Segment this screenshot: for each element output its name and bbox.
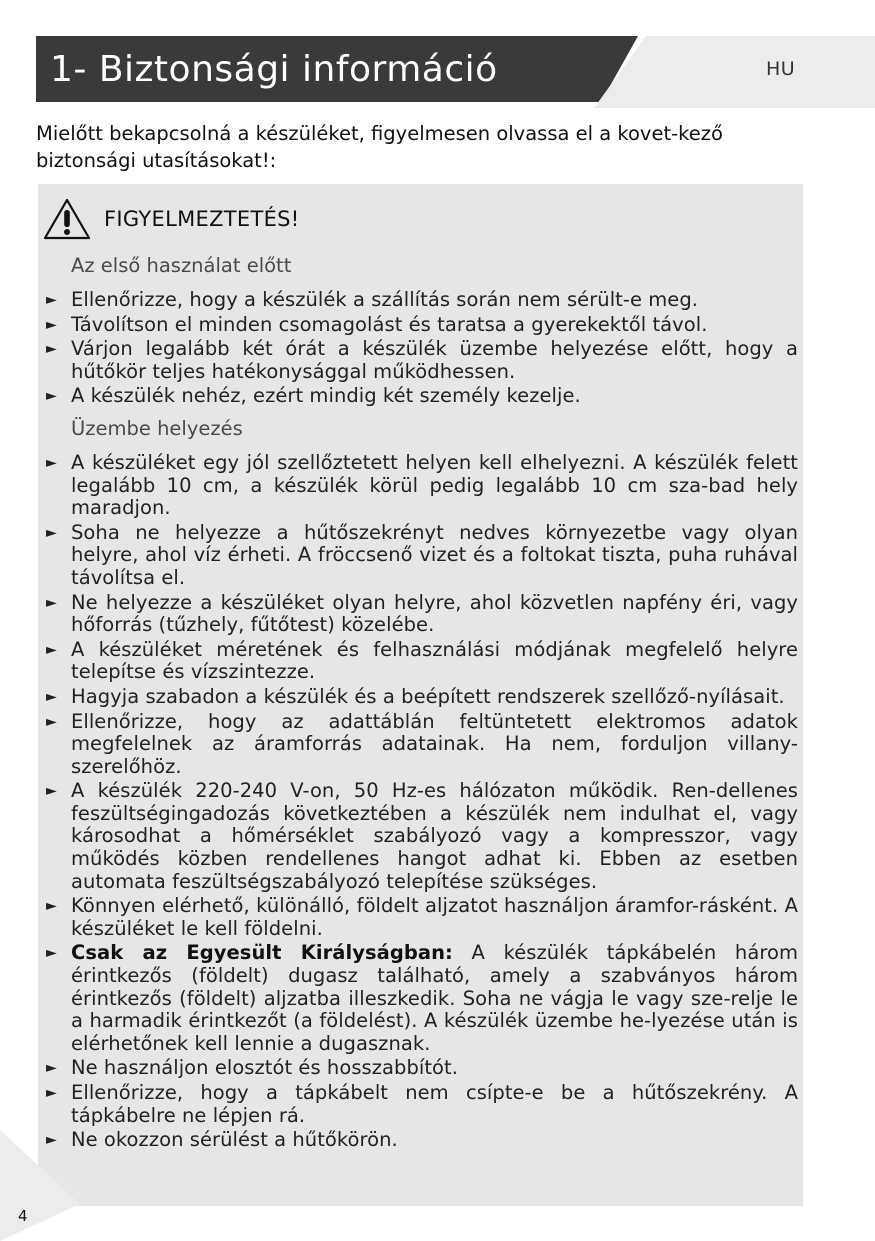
bullet-arrow-icon: ► xyxy=(46,594,57,611)
bullet-arrow-icon: ► xyxy=(46,1132,57,1149)
header-decoration xyxy=(594,36,875,108)
bullet-arrow-icon: ► xyxy=(46,454,57,471)
bullet-list xyxy=(44,452,798,1152)
item-text: Ellenőrizze, hogy a tápkábelt nem csípte-e be a hűtőszekrény. A tápkábelre ne lépjen rá. xyxy=(71,1081,798,1127)
section-heading: Üzembe helyezés xyxy=(71,416,243,440)
item-text: Ellenőrizze, hogy az adattáblán feltüntetett elektromos adatok megfelelnek az áramforrás adatainak. Ha nem, forduljon villany-szerelőhöz. xyxy=(71,709,798,778)
language-code: HU xyxy=(766,58,796,80)
bullet-arrow-icon: ► xyxy=(46,524,57,541)
list-item xyxy=(44,942,798,1055)
item-text: Ne használjon elosztót és hosszabbítót. xyxy=(71,1056,458,1080)
section-heading: Az első használat előtt xyxy=(71,254,292,277)
list-item xyxy=(44,639,798,684)
list-item xyxy=(44,1057,798,1080)
bullet-arrow-icon: ► xyxy=(46,316,57,333)
list-item xyxy=(44,452,798,520)
item-text: Soha ne helyezze a hűtőszekrényt nedves környezetbe vagy olyan helyre, ahol víz érheti. A fröccsenő vizet és a foltokat tiszta, puha ruhával távolítsa el. xyxy=(71,520,798,589)
bullet-arrow-icon: ► xyxy=(46,292,57,308)
item-text: A készülék 220-240 V-on, 50 Hz-es hálózaton működik. Ren-dellenes feszültségingadozás következtében a készülék nem indulhat el, vagy károsodhat a hőmérséklet szabályozó vagy a kompresszor, vagy működés közben rendellenes hangot adhat ki. Ebben az esetben automata feszültségszabályozó telepítése szükséges. xyxy=(71,779,798,893)
item-text: Ne okozzon sérülést a hűtőkörön. xyxy=(71,1128,398,1152)
bullet-arrow-icon: ► xyxy=(46,688,57,705)
item-text: Ne helyezze a készüléket olyan helyre, ahol közvetlen napfény éri, vagy hőforrás (tűzhely, fűtőtest) közelébe. xyxy=(71,590,798,637)
bullet-arrow-icon: ► xyxy=(46,1060,57,1077)
list-item xyxy=(44,780,798,893)
bullet-list xyxy=(44,289,798,408)
bullet-arrow-icon: ► xyxy=(46,783,57,800)
list-item xyxy=(44,522,798,590)
item-text: Könnyen elérhető, különálló, földelt aljzatot használjon áramfor-rásként. A készüléket le kell földelni. xyxy=(71,894,798,940)
bullet-arrow-icon: ► xyxy=(46,1085,57,1101)
list-item xyxy=(44,1129,798,1152)
list-item xyxy=(44,686,798,709)
bullet-arrow-icon: ► xyxy=(46,898,57,915)
item-text: A készülék nehéz, ezért mindig két személy kezelje. xyxy=(71,384,581,408)
warning-title: FIGYELMEZTETÉS! xyxy=(104,207,300,231)
list-item xyxy=(44,1082,798,1127)
list-item xyxy=(44,314,798,337)
page-title: 1- Biztonsági információ xyxy=(50,49,498,90)
item-text: A készülék tápkábelén három érintkezős (földelt) dugasz található, amely a szabványos három érintkezős (földelt) aljzatba illeszkedik. Soha ne vágja le vagy sze-relje le a harmadik érintkezőt (a földelést). A készülék üzembe he-lyezése után is elérhetőnek kell lennie a dugasznak. xyxy=(71,941,798,1055)
warning-triangle-icon xyxy=(42,197,92,241)
item-text: Távolítson el minden csomagolást és taratsa a gyerekektől távol. xyxy=(71,312,708,336)
list-item xyxy=(44,711,798,779)
item-text: Ellenőrizze, hogy a készülék a szállítás során nem sérült-e meg. xyxy=(71,288,699,311)
bullet-arrow-icon: ► xyxy=(46,945,57,962)
list-item xyxy=(44,895,798,940)
bullet-arrow-icon: ► xyxy=(46,713,57,730)
bullet-arrow-icon: ► xyxy=(46,341,57,358)
page-number: 4 xyxy=(18,1207,28,1225)
item-text: Hagyja szabadon a készülék és a beépített rendszerek szellőző-nyílásait. xyxy=(71,684,785,708)
corner-decoration xyxy=(0,1130,80,1241)
item-lead: Csak az Egyesült Királyságban: xyxy=(71,941,453,965)
bullet-arrow-icon: ► xyxy=(46,388,57,405)
list-item xyxy=(44,338,798,383)
item-text: A készüléket egy jól szellőztetett helyen kell elhelyezni. A készülék felett legalább 10 cm, a készülék körül pedig legalább 10 cm sza-bad hely maradjon. xyxy=(71,450,798,520)
list-item xyxy=(44,385,798,408)
list-item xyxy=(44,592,798,637)
safety-content xyxy=(44,251,798,1160)
list-item xyxy=(44,289,798,312)
bullet-arrow-icon: ► xyxy=(46,641,57,658)
item-text: A készüléket méretének és felhasználási módjának megfelelő helyre telepítse és vízszintezze. xyxy=(71,637,798,684)
item-text: Várjon legalább két órát a készülék üzembe helyezése előtt, hogy a hűtőkör teljes hatékonysággal működhessen. xyxy=(71,337,798,383)
intro-text: Mielőtt bekapcsolná a készüléket, figyelmesen olvassa el a kovet-kező biztonsági utasításokat!: xyxy=(36,122,723,172)
